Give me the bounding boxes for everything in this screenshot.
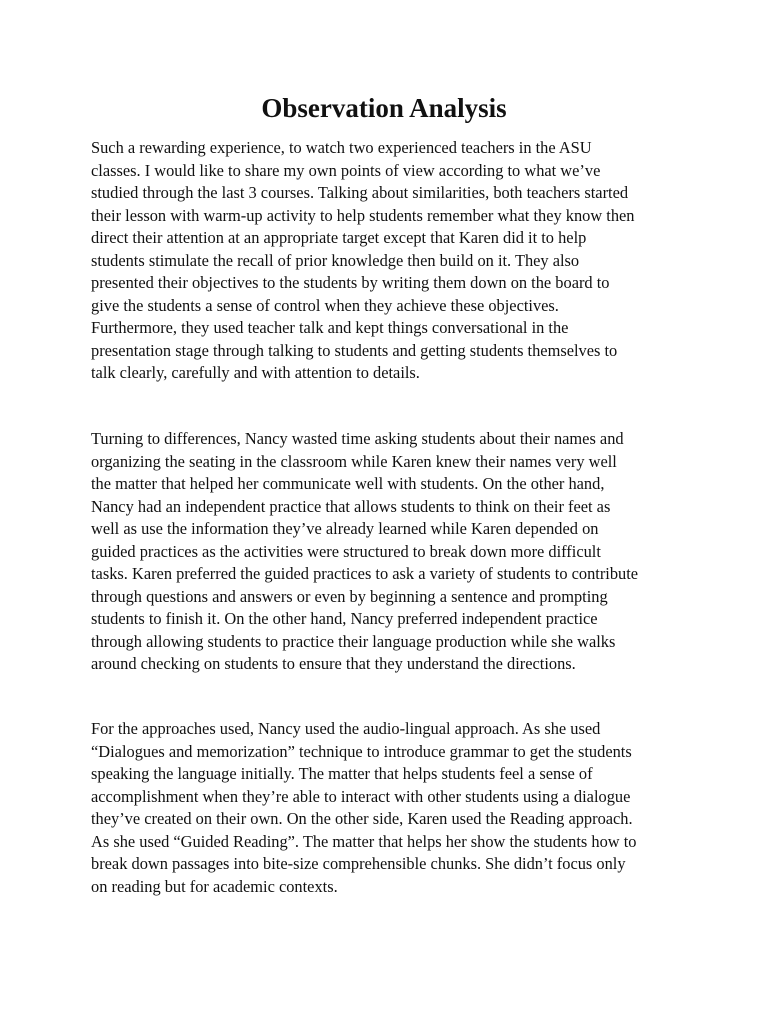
paragraph-line: their lesson with warm-up activity to help students remember what they know then xyxy=(91,205,635,225)
paragraph-line: presentation stage through talking to students and getting students themselves to xyxy=(91,340,618,360)
paragraph-line: For the approaches used, Nancy used the audio-lingual approach. As she used xyxy=(91,719,601,738)
paragraph-line: through allowing students to practice their language production while she walks xyxy=(91,631,616,651)
paragraph-line: around checking on students to ensure that they understand the directions. xyxy=(91,654,576,673)
paragraph-line: break down passages into bite-size comprehensible chunks. She didn’t focus only xyxy=(91,854,626,873)
paragraph-line: through questions and answers or even by beginning a sentence and prompting xyxy=(91,586,608,606)
page-title: Observation Analysis xyxy=(261,93,507,123)
paragraph-line: Nancy had an independent practice that allows students to think on their feet as xyxy=(91,496,611,516)
paragraph-line: Turning to differences, Nancy wasted time asking students about their names and xyxy=(91,429,624,448)
paragraph-line: organizing the seating in the classroom while Karen knew their names very well xyxy=(91,451,617,471)
paragraph-line: students to finish it. On the other hand, Nancy preferred independent practice xyxy=(91,609,598,628)
paragraph-line: studied through the last 3 courses. Talking about similarities, both teachers started xyxy=(91,183,629,202)
paragraph-line: direct their attention at an appropriate target except that Karen did it to help xyxy=(91,228,587,247)
paragraph-line: the matter that helped her communicate well with students. On the other hand, xyxy=(91,474,605,493)
paragraph-line: give the students a sense of control when they achieve these objectives. xyxy=(91,295,559,315)
paragraph-line: well as use the information they’ve already learned while Karen depended on xyxy=(91,519,599,538)
paragraph-line: Such a rewarding experience, to watch two experienced teachers in the ASU xyxy=(91,138,592,157)
paragraph-line: Furthermore, they used teacher talk and kept things conversational in the xyxy=(91,318,569,337)
paragraph-differences xyxy=(91,428,691,676)
paragraph-line: accomplishment when they’re able to interact with other students using a dialogue xyxy=(91,786,631,806)
paragraph-line: tasks. Karen preferred the guided practices to ask a variety of students to contribute xyxy=(91,564,639,583)
paragraph-line: they’ve created on their own. On the other side, Karen used the Reading approach. xyxy=(91,809,633,828)
paragraph-line: students stimulate the recall of prior knowledge then build on it. They also xyxy=(91,250,580,270)
paragraph-line: guided practices as the activities were structured to break down more difficult xyxy=(91,541,601,561)
paragraph-line: “Dialogues and memorization” technique to introduce grammar to get the students xyxy=(91,741,632,761)
paragraph-line: presented their objectives to the students by writing them down on the board to xyxy=(91,273,610,292)
paragraph-line: talk clearly, carefully and with attention to details. xyxy=(91,363,420,382)
paragraph-approaches xyxy=(91,718,691,898)
paragraph-similarities xyxy=(91,137,691,385)
paragraph-line: on reading but for academic contexts. xyxy=(91,876,338,896)
paragraph-line: As she used “Guided Reading”. The matter that helps her show the students how to xyxy=(91,831,637,851)
paragraph-line: speaking the language initially. The matter that helps students feel a sense of xyxy=(91,764,593,783)
paragraph-line: classes. I would like to share my own points of view according to what we’ve xyxy=(91,160,601,180)
